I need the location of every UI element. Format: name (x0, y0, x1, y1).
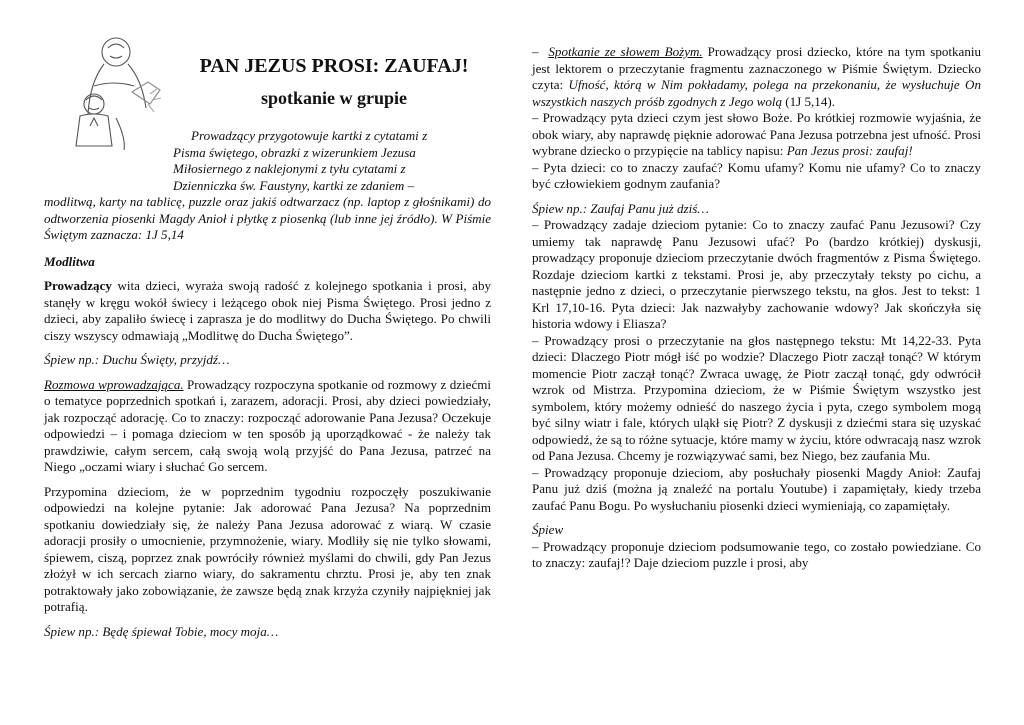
word-question-text: Prowadzący pyta dzieci czym jest słowo Boże. Po krótkiej rozmowie wyjaśnia, że obok wiary, aby naprawdę pięknie adorować Pana Jezusa potrzebna jest ufność. Prosi wybrane dziecko o przypięcie na tablicy napisu: (532, 110, 981, 158)
intro-talk-label: Rozmowa wprowadzająca. (44, 376, 184, 392)
intro-line: Prowadzący przygotowuje kartki z cytatami z (191, 128, 428, 143)
header (44, 0, 491, 128)
page-title: PAN JEZUS PROSI: ZAUFAJ! (199, 55, 469, 77)
word-question-paragraph (532, 110, 981, 160)
scripture-ref: (1J 5,14). (782, 93, 835, 109)
board-caption: Pan Jezus prosi: zaufaj! (786, 143, 913, 158)
dash: – (532, 44, 539, 59)
summary-paragraph (532, 539, 981, 572)
prayer-text: wita dzieci, wyraża swoją radość z kolejnego spotkania i prosi, aby stanęły w kręgu wokół świecy i leżącego obok niej Pisma Świętego. Prosi jedno z dzieci, aby zapaliło świecę i zaprasza je do modlitwy do Ducha Świętego. Po chwili ciszy wszyscy odmawiają „Modlitwę do Ducha Świętego”. (44, 278, 491, 343)
widow-text: Prowadzący zadaje dzieciom pytanie: Co to znaczy zaufać Panu Jezusowi? Czy umiemy tak naprawdę Panu Jezusowi ufać? Po (bardzo krótkiej) dyskusji, prowadzący proponuje dzieciom przeczytanie dwóch fragmentów z Pisma Świętego. Rozdaje dzieciom kartki z tekstami. Prosi je, aby przeczytały teksty po cichu, a następnie jedno z dzieci, o przeczytanie pierwszego tekstu, na głos. Jest to tekst: 1 Krl 17,10-16. Pyta dzieci: Jak nazwałyby zachowanie wdowy? Jak skończyła się historia wdowy i Eliasza? (532, 217, 981, 331)
dash: – (532, 159, 539, 175)
intro-line: Dzienniczka św. Faustyny, kartki ze zdaniem – (173, 177, 415, 193)
dash: – (532, 217, 539, 232)
widow-paragraph (532, 217, 981, 333)
left-column (44, 0, 491, 640)
word-meeting-text: Prowadzący prosi dziecko, które na tym spotkaniu jest lektorem o przeczytanie fragmentu zaznaczonego w Piśmie Świętym. Dziecko czyta: (532, 44, 981, 92)
leader-label: Prowadzący (44, 278, 112, 293)
jesus-with-child-icon (54, 34, 174, 152)
intro-line: Pisma świętego, obrazki z wizerunkiem Jezusa (173, 144, 416, 160)
word-meeting-paragraph (532, 44, 981, 110)
page-subtitle: spotkanie w grupie (260, 88, 408, 108)
word-meeting-label: Spotkanie ze słowem Bożym. (548, 44, 703, 59)
summary-text: Prowadzący proponuje dzieciom podsumowanie tego, co zostało powiedziane. Co to znaczy: zaufaj!? Daje dzieciom puzzle i prosi, aby (532, 538, 981, 570)
scripture-quote: Ufność, którą w Nim pokładamy, polega na przekonaniu, że wysłuchuje On wszystkich naszych próśb zgodnych z Jego wolą (532, 77, 981, 109)
song-1: Śpiew np.: Duchu Święty, przyjdź… (44, 352, 230, 367)
intro-talk-paragraph (44, 377, 491, 476)
dash: – (532, 332, 539, 348)
song-listen-text: Prowadzący proponuje dzieciom, aby posłuchały piosenki Magdy Anioł: Zaufaj Panu już dziś (można ją znaleźć na portalu Youtube) i zapamiętały, kiedy trzeba zaufać Panu Bogu. Po wysłuchaniu piosenki dzieci wymieniają, co zapamiętały. (532, 464, 981, 513)
modlitwa-heading: Modlitwa (44, 253, 95, 269)
song-4: Śpiew (532, 522, 564, 537)
peter-paragraph (532, 333, 981, 465)
peter-text: Prowadzący prosi o przeczytanie na głos następnego tekstu: Mt 14,22-33. Pyta dzieci: Dlaczego Piotr mógł iść po wodzie? Dlaczego Piotr zaczął tonąć? W którym momencie Piotr zaczął tonąć? Zwraca uwagę, że Piotr zaczął tonąć, gdy odwrócił wzrok od Mistrza. Przypomina dzieciom, że w Piśmie Świętym wszystko jest symbolem, który możemy odnieść do naszego życia i pyta, czego symbolem mogą być silny wiatr i fale, których uląkł się Piotr? Z dyskusji z dziećmi stara się uzyskać odpowiedź, że są to różne sytuacje, które mamy w życiu, które odwracają nasz wzrok od Pana Jezusa. Chcemy je rozwiązywać sami, bez Niego, bez zaufania Mu. (532, 332, 981, 463)
reminder-paragraph: Przypomina dzieciom, że w poprzednim tygodniu rozpoczęły poszukiwanie odpowiedzi na kolejne pytanie: Jak adorować Pana Jezusa? Na poprzednim spotkaniu dowiedziały się, że należy Pana Jezusa adorować z wiarą. W czasie adoracji prosiły o umocnienie, przymnożenie, wiary. Modliły się nie tylko słowami, śpiewem, ciszą, poprzez znak powróciły również myślami do chwili, gdy Pan Jezus złożył w ich sercach ziarno wiary, do sakramentu chrztu. Prosi je, aby ten znak potraktowały jako zobowiązanie, że zawsze będą znak krzyża czyniły najpiękniej jak potrafią. (44, 483, 491, 614)
song-listen-paragraph (532, 465, 981, 515)
prayer-paragraph (44, 278, 491, 344)
intro-rest: modlitwą, karty na tablicę, puzzle oraz jakiś odtwarzacz (np. laptop z głośnikami) do odtworzenia piosenki Magdy Anioł i płytkę z piosenką (lub inne jej źródło). W Piśmie Świętym zaznacza: 1J 5,14 (44, 194, 491, 242)
trust-question-paragraph (532, 160, 981, 193)
dash: – (532, 464, 539, 480)
right-column (532, 44, 981, 572)
intro-line: Miłosiernego z naklejonymi z tyłu cytatami z (173, 161, 406, 176)
dash: – (532, 538, 539, 554)
dash: – (532, 110, 539, 125)
song-3: Śpiew np.: Zaufaj Panu już dziś… (532, 200, 709, 216)
trust-question-text: Pyta dzieci: co to znaczy zaufać? Komu ufamy? Komu nie ufamy? Co to znaczy być człowiekiem godnym zaufania? (532, 159, 981, 191)
intro-talk-text: Prowadzący rozpoczyna spotkanie od rozmowy z dziećmi o tematyce poprzednich spotkań i, zarazem, adoracji. Prosi, aby dzieci powiedziały, jak rozpocząć adorację. Co to znaczy: rozpocząć adorowanie Pana Jezusa? Oczekuje odpowiedzi – i pomaga dzieciom w ten sposób ją uporządkować - że należy tak prawdziwie, całym sercem, całą swoją wolą przyjść do Pana Jezusa, patrzeć na Niego „oczami wiary i słuchać Go sercem. (44, 376, 492, 474)
song-2: Śpiew np.: Będę śpiewał Tobie, mocy moja… (44, 623, 279, 639)
